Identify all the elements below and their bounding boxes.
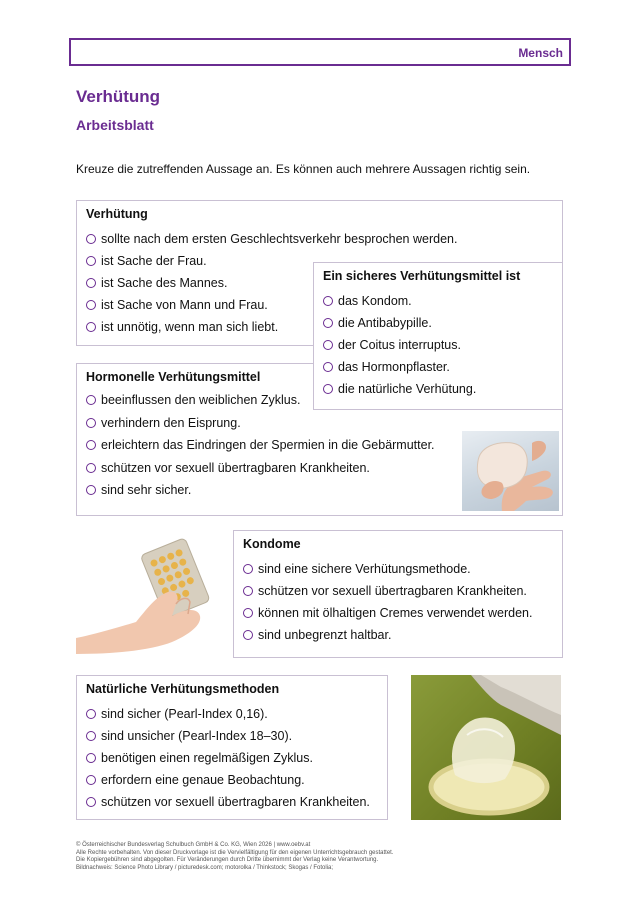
circle-checkbox-icon[interactable] — [323, 362, 333, 372]
checkbox-option[interactable]: das Kondom. — [323, 294, 412, 308]
section-title: Kondome — [243, 537, 301, 551]
checkbox-option[interactable]: sind unbegrenzt haltbar. — [243, 628, 391, 642]
circle-checkbox-icon[interactable] — [86, 463, 96, 473]
checkbox-option[interactable]: ist Sache von Mann und Frau. — [86, 298, 268, 312]
circle-checkbox-icon[interactable] — [86, 256, 96, 266]
checkbox-option[interactable]: die natürliche Verhütung. — [323, 382, 476, 396]
footer-line: Die Kopiergebühren sind abgegolten. Für Veränderungen durch Dritte übernimmt der Verlag keine Verantwortung. — [76, 857, 379, 863]
checkbox-option[interactable]: die Antibabypille. — [323, 316, 432, 330]
circle-checkbox-icon[interactable] — [86, 395, 96, 405]
footer-line: © Österreichischer Bundesverlag Schulbuch GmbH & Co. KG, Wien 2026 | www.oebv.at — [76, 842, 311, 848]
circle-checkbox-icon[interactable] — [86, 418, 96, 428]
circle-checkbox-icon[interactable] — [323, 318, 333, 328]
checkbox-option[interactable]: sind sicher (Pearl-Index 0,16). — [86, 707, 268, 721]
copyright-footer — [76, 842, 394, 872]
checkbox-option[interactable]: ist unnötig, wenn man sich liebt. — [86, 320, 278, 334]
header-box — [69, 38, 571, 66]
circle-checkbox-icon[interactable] — [243, 608, 253, 618]
checkbox-option[interactable]: sind sehr sicher. — [86, 483, 191, 497]
subject-label: Mensch — [518, 46, 563, 60]
circle-checkbox-icon[interactable] — [86, 709, 96, 719]
footer-line: Alle Rechte vorbehalten. Von dieser Druckvorlage ist die Vervielfältigung für den eigenen Unterrichtsgebrauch gestattet. — [76, 849, 394, 856]
checkbox-option[interactable]: benötigen einen regelmäßigen Zyklus. — [86, 751, 313, 765]
checkbox-option[interactable]: sind unsicher (Pearl-Index 18–30). — [86, 729, 292, 743]
circle-checkbox-icon[interactable] — [86, 300, 96, 310]
checkbox-option[interactable]: der Coitus interruptus. — [323, 338, 461, 352]
circle-checkbox-icon[interactable] — [243, 630, 253, 640]
contraceptive-patch-photo — [462, 431, 559, 511]
condom-photo — [411, 675, 561, 820]
circle-checkbox-icon[interactable] — [323, 340, 333, 350]
circle-checkbox-icon[interactable] — [86, 278, 96, 288]
checkbox-option[interactable]: schützen vor sexuell übertragbaren Krankheiten. — [243, 584, 527, 598]
circle-checkbox-icon[interactable] — [86, 234, 96, 244]
circle-checkbox-icon[interactable] — [86, 775, 96, 785]
checkbox-option[interactable]: schützen vor sexuell übertragbaren Krankheiten. — [86, 795, 370, 809]
circle-checkbox-icon[interactable] — [86, 731, 96, 741]
checkbox-option[interactable]: sollte nach dem ersten Geschlechtsverkehr besprochen werden. — [86, 232, 457, 246]
section-sicheres-verhuetungsmittel — [313, 262, 563, 410]
section-title: Verhütung — [86, 207, 148, 221]
section-title: Natürliche Verhütungsmethoden — [86, 682, 280, 696]
circle-checkbox-icon[interactable] — [86, 753, 96, 763]
circle-checkbox-icon[interactable] — [86, 797, 96, 807]
checkbox-option[interactable]: das Hormonpflaster. — [323, 360, 450, 374]
checkbox-option[interactable]: ist Sache des Mannes. — [86, 276, 227, 290]
checkbox-option[interactable]: beeinflussen den weiblichen Zyklus. — [86, 393, 300, 407]
pill-pack-photo — [76, 530, 210, 655]
page-title: Verhütung — [76, 87, 161, 106]
section-title: Hormonelle Verhütungsmittel — [86, 370, 261, 384]
footer-line: Bildnachweis: Science Photo Library / picturedesk.com; motorolka / Thinkstock; Skogas / Fotolia; — [76, 864, 334, 871]
circle-checkbox-icon[interactable] — [86, 440, 96, 450]
section-kondome — [233, 530, 563, 658]
circle-checkbox-icon[interactable] — [86, 322, 96, 332]
circle-checkbox-icon[interactable] — [243, 586, 253, 596]
checkbox-option[interactable]: ist Sache der Frau. — [86, 254, 207, 268]
page-subtitle: Arbeitsblatt — [76, 117, 154, 133]
circle-checkbox-icon[interactable] — [323, 384, 333, 394]
section-title: Ein sicheres Verhütungsmittel ist — [323, 269, 521, 283]
checkbox-option[interactable]: schützen vor sexuell übertragbaren Krankheiten. — [86, 461, 370, 475]
checkbox-option[interactable]: können mit ölhaltigen Cremes verwendet werden. — [243, 606, 532, 620]
circle-checkbox-icon[interactable] — [243, 564, 253, 574]
circle-checkbox-icon[interactable] — [86, 485, 96, 495]
section-natuerliche-verhuetungsmethoden — [76, 675, 388, 820]
checkbox-option[interactable]: erfordern eine genaue Beobachtung. — [86, 773, 305, 787]
checkbox-option[interactable]: erleichtern das Eindringen der Spermien in die Gebärmutter. — [86, 438, 435, 452]
checkbox-option[interactable]: sind eine sichere Verhütungsmethode. — [243, 562, 471, 576]
checkbox-option[interactable]: verhindern den Eisprung. — [86, 416, 241, 430]
instruction-text: Kreuze die zutreffenden Aussage an. Es können auch mehrere Aussagen richtig sein. — [76, 162, 531, 176]
circle-checkbox-icon[interactable] — [323, 296, 333, 306]
